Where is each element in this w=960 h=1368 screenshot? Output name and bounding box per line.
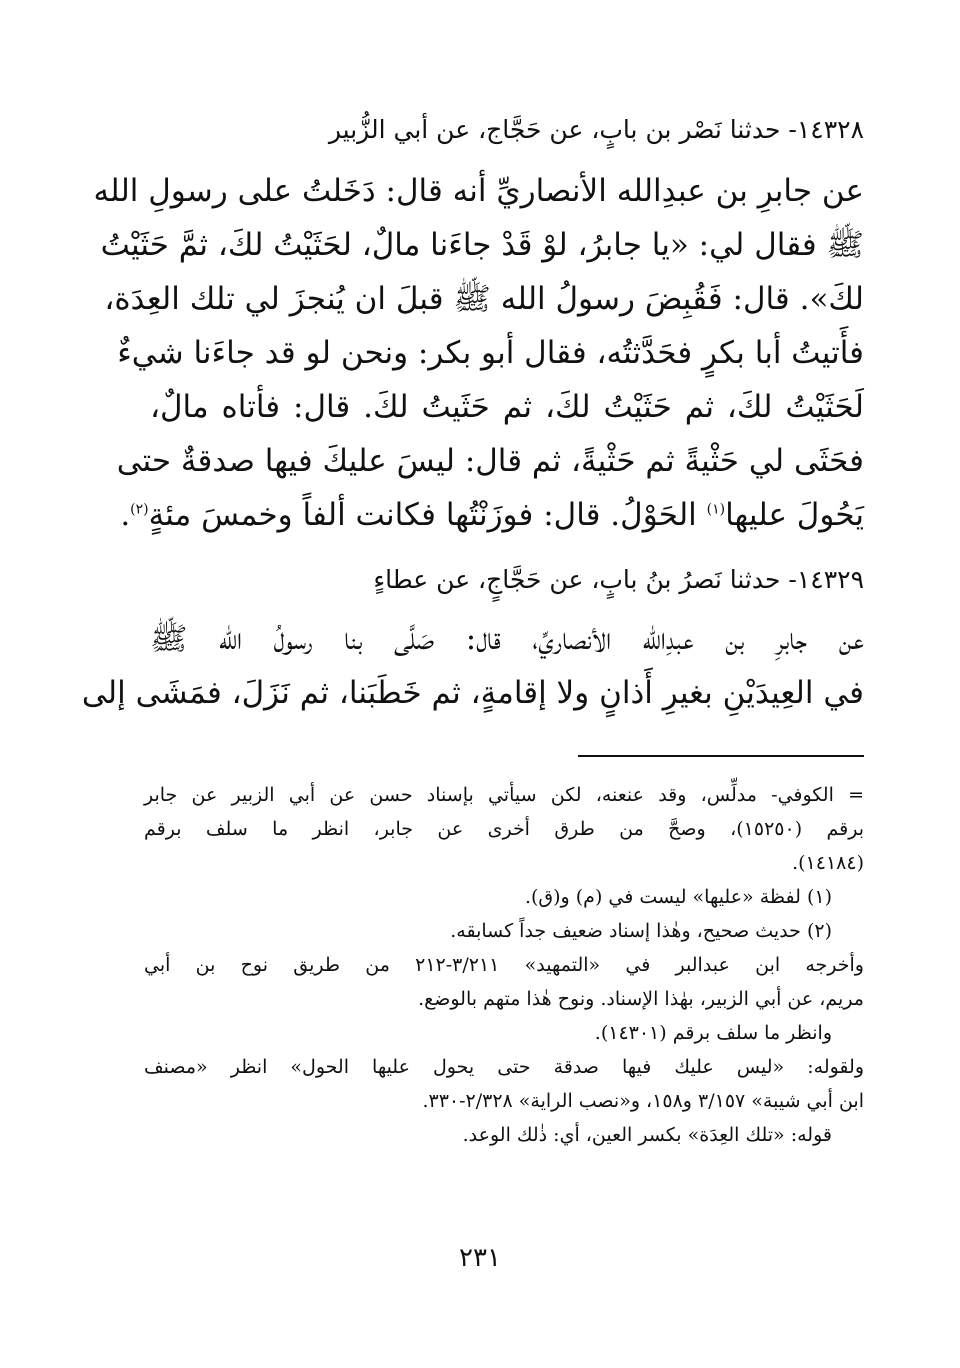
text-line: في العِيدَيْنِ بغيرِ أَذانٍ ولا إقامةٍ، ثم خَطَبَنا، ثم نَزَلَ، فمَشَى إلى — [81, 675, 864, 711]
footnote-line: (١٤١٨٤). — [792, 852, 864, 874]
hadith-heading: ١٤٣٢٨- حدثنا نَصْر بن بابٍ، عن حَجَّاج، عن أبي الزُّبير — [328, 115, 864, 144]
text-line — [120, 488, 864, 542]
page-number: ٢٣١ — [459, 1243, 501, 1273]
footnote-line: قوله: «تلك العِدَة» بكسر العين، أي: ذٰلك الوعد. — [462, 1124, 832, 1146]
footnotes — [144, 778, 864, 1152]
text-line: فأَتيتُ أبا بكرٍ فحَدَّثتُه، فقال أبو بكر: ونحن لو قد جاءَنا شيءٌ — [117, 335, 864, 371]
footnote-line: مريم، عن أبي الزبير، بهٰذا الإسناد. ونوح هٰذا متهم بالوضع. — [418, 988, 864, 1010]
hadith-heading: ١٤٣٢٩- حدثنا نَصرُ بنُ بابٍ، عن حَجَّاجٍ، عن عطاءٍ — [373, 565, 864, 594]
footnote-reference: (٢) — [130, 501, 149, 518]
footnote-line: وانظر ما سلف برقم (١٤٣٠١). — [594, 1022, 832, 1044]
footnote-line: ولقوله: «ليس عليك فيها صدقة حتى يحول عليها الحول» انظر «مصنف — [144, 1056, 864, 1078]
footnote-line: ابن أبي شيبة» ٣/١٥٧ و١٥٨، و«نصب الراية» ٢/٣٢٨-٣٣٠. — [422, 1090, 864, 1112]
text-line: فحَثَى لي حَثْيةً ثم حَثْيةً، ثم قال: ليسَ عليكَ فيها صدقةٌ حتى — [116, 443, 864, 479]
text-line: لكَ». قال: فَقُبِضَ رسولُ الله ﷺ قبلَ ان يُنجزَ لي تلك العِدَة، — [104, 281, 864, 317]
hadith-text — [93, 164, 864, 542]
text-line: عن جابرِ بن عبدِالله الأنصاريِّ، قال: صَلَّى بنا رسولُ الله ﷺ — [150, 621, 864, 657]
text-line: ﷺ فقال لي: «يا جابرُ، لوْ قَدْ جاءَنا مالٌ، لحَثَيْتُ لكَ، ثمَّ حَثَيْتُ — [100, 227, 864, 263]
footnote-separator — [578, 755, 864, 757]
footnote-line: وأخرجه ابن عبدالبر في «التمهيد» ٣/٢١١-٢١٢ من طريق نوح بن أبي — [144, 954, 864, 976]
text-segment: يَحُولَ عليها — [725, 497, 864, 533]
text-segment: الحَوْلُ. قال: فوزَنْتُها فكانت ألفاً وخمسَ مئةٍ — [148, 497, 707, 533]
footnote-reference: (١) — [706, 501, 726, 518]
text-line: عن جابرِ بن عبدِالله الأنصاريِّ أنه قال: دَخَلتُ على رسولِ الله — [93, 173, 864, 209]
text-segment: . — [120, 497, 131, 533]
footnote-1: (١) لفظة «عليها» ليست في (م) و(ق). — [524, 886, 832, 908]
footnote-2: (٢) حديث صحيح، وهٰذا إسناد ضعيف جداً كسابقه. — [450, 920, 832, 942]
hadith-text — [81, 612, 864, 720]
footnote-line: برقم (١٥٢٥٠)، وصحَّ من طرق أخرى عن جابر، انظر ما سلف برقم — [144, 818, 864, 840]
text-line: لَحَثَيْتُ لكَ، ثم حَثَيْتُ لكَ، ثم حَثَيتُ لكَ. قال: فأتاه مالٌ، — [150, 389, 864, 425]
footnote-line: = الكوفي- مدلِّس، وقد عنعنه، لكن سيأتي بإسناد حسن عن أبي الزبير عن جابر — [144, 784, 864, 806]
